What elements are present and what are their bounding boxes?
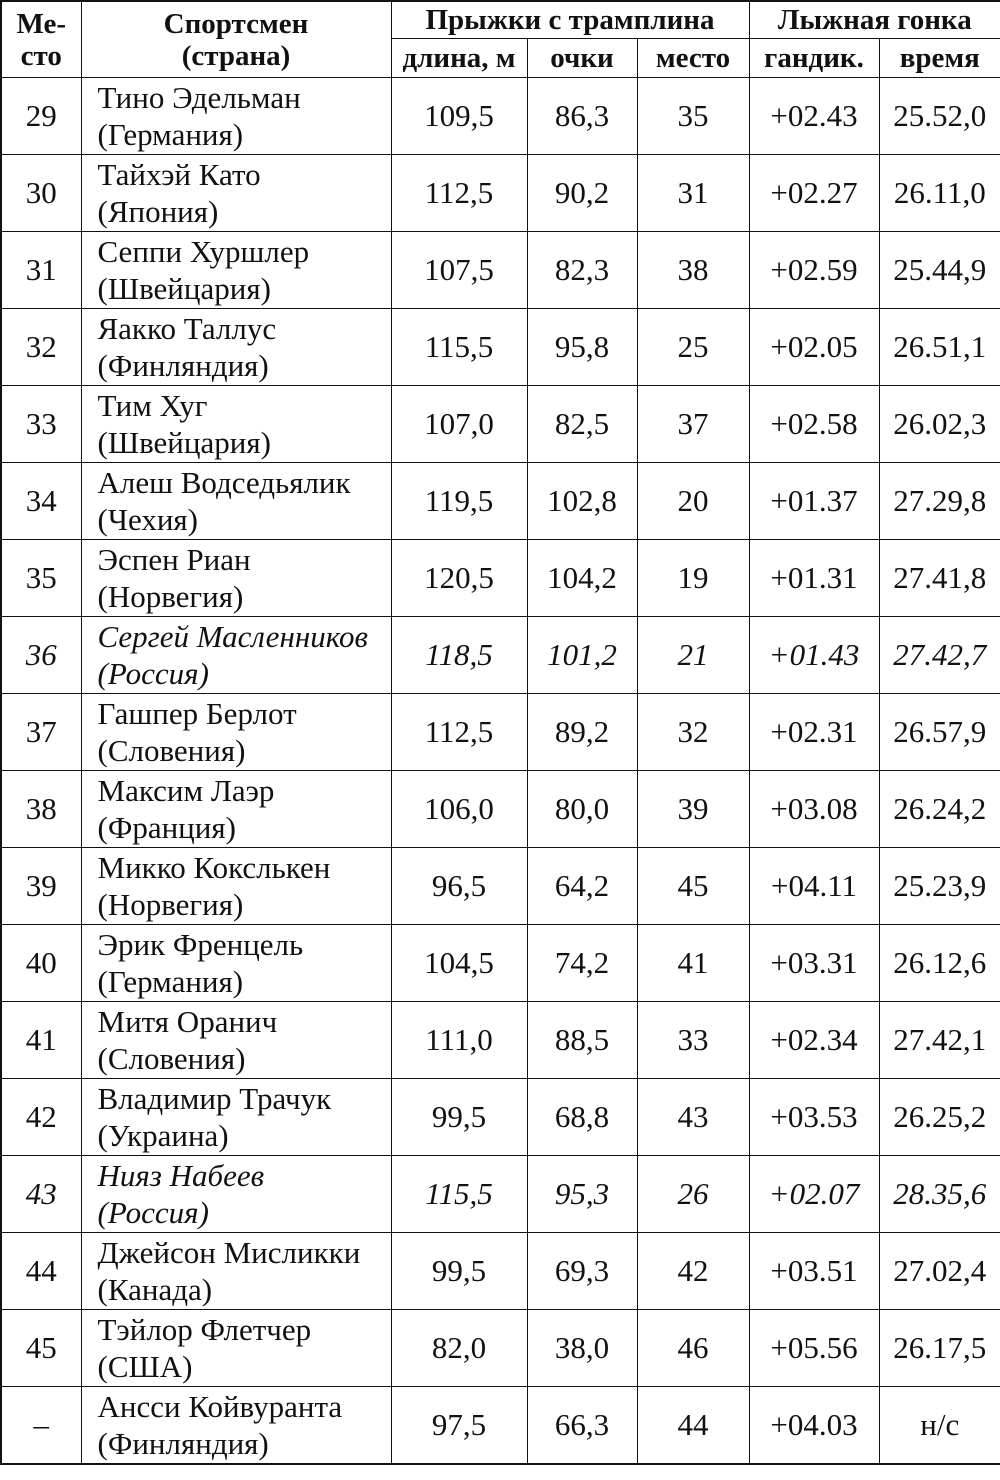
athlete-name: Нияз Набеев [97,1158,265,1193]
cell-time: 27.29,8 [879,463,1000,540]
header-athlete [81,1,391,78]
athlete-name: Тайхэй Като [97,157,261,192]
cell-place: 30 [1,155,81,232]
table-row [1,309,1000,386]
table-row [1,1387,1000,1465]
athlete-name: Микко Кокслькен [97,850,331,885]
athlete-name: Ансси Койвуранта [97,1389,343,1424]
cell-time: 26.11,0 [879,155,1000,232]
cell-place: 41 [1,1002,81,1079]
header-jump-points: очки [527,39,637,78]
cell-time: 26.25,2 [879,1079,1000,1156]
cell-time: 27.02,4 [879,1233,1000,1310]
cell-place: 45 [1,1310,81,1387]
athlete-name: Максим Лаэр [97,773,275,808]
table-row [1,1310,1000,1387]
cell-jump-length: 120,5 [391,540,527,617]
table-header [1,1,1000,78]
cell-handicap: +01.37 [749,463,879,540]
table-row [1,78,1000,155]
table-row [1,771,1000,848]
cell-place: 42 [1,1079,81,1156]
cell-time: 26.57,9 [879,694,1000,771]
athlete-country: (Германия) [97,117,244,152]
athlete-name: Эспен Риан [97,542,251,577]
table-body [1,78,1000,1465]
cell-place: 40 [1,925,81,1002]
cell-athlete [81,1079,391,1156]
table-row [1,386,1000,463]
cell-athlete [81,1310,391,1387]
table-row [1,1079,1000,1156]
cell-jump-points: 95,8 [527,309,637,386]
cell-handicap: +03.31 [749,925,879,1002]
header-jump-length: длина, м [391,39,527,78]
cell-jump-points: 90,2 [527,155,637,232]
cell-handicap: +03.08 [749,771,879,848]
cell-jump-length: 82,0 [391,1310,527,1387]
cell-place: 44 [1,1233,81,1310]
cell-handicap: +02.05 [749,309,879,386]
cell-jump-length: 104,5 [391,925,527,1002]
cell-place: 34 [1,463,81,540]
cell-jump-length: 107,5 [391,232,527,309]
cell-time: 25.52,0 [879,78,1000,155]
cell-time: 28.35,6 [879,1156,1000,1233]
cell-place: 33 [1,386,81,463]
athlete-name: Джейсон Мисликки [97,1235,361,1270]
cell-jump-place: 37 [637,386,749,463]
header-handicap: гандик. [749,39,879,78]
cell-place: 38 [1,771,81,848]
cell-jump-points: 80,0 [527,771,637,848]
athlete-name: Митя Оранич [97,1004,278,1039]
cell-jump-points: 64,2 [527,848,637,925]
athlete-name: Гашпер Берлот [97,696,297,731]
cell-place: – [1,1387,81,1465]
cell-jump-place: 46 [637,1310,749,1387]
cell-jump-place: 19 [637,540,749,617]
athlete-country: (Швейцария) [97,271,271,306]
cell-athlete [81,463,391,540]
cell-jump-length: 97,5 [391,1387,527,1465]
athlete-name: Тим Хуг [97,388,208,423]
cell-time: 26.12,6 [879,925,1000,1002]
athlete-name: Эрик Френцель [97,927,304,962]
cell-jump-length: 111,0 [391,1002,527,1079]
cell-jump-length: 109,5 [391,78,527,155]
cell-athlete [81,848,391,925]
cell-athlete [81,1156,391,1233]
cell-place: 43 [1,1156,81,1233]
cell-time: 27.42,1 [879,1002,1000,1079]
table-row [1,848,1000,925]
cell-jump-length: 99,5 [391,1079,527,1156]
cell-handicap: +04.03 [749,1387,879,1465]
cell-jump-length: 118,5 [391,617,527,694]
cell-jump-place: 20 [637,463,749,540]
cell-athlete [81,232,391,309]
cell-handicap: +02.34 [749,1002,879,1079]
cell-handicap: +05.56 [749,1310,879,1387]
header-place-line1: Ме- [16,7,67,40]
table-row [1,232,1000,309]
cell-place: 37 [1,694,81,771]
header-time: время [879,39,1000,78]
cell-jump-points: 68,8 [527,1079,637,1156]
cell-handicap: +02.58 [749,386,879,463]
cell-jump-points: 95,3 [527,1156,637,1233]
athlete-name: Владимир Трачук [97,1081,332,1116]
cell-place: 39 [1,848,81,925]
cell-jump-place: 39 [637,771,749,848]
table-row [1,925,1000,1002]
cell-jump-length: 106,0 [391,771,527,848]
header-athlete-line1: Спортсмен [163,7,309,40]
athlete-country: (Япония) [97,194,219,229]
cell-place: 32 [1,309,81,386]
athlete-country: (Финляндия) [97,1426,269,1461]
cell-athlete [81,694,391,771]
header-ski-jumping: Прыжки с трамплина [391,1,749,39]
cell-athlete [81,78,391,155]
cell-place: 29 [1,78,81,155]
table-row [1,1233,1000,1310]
cell-time: 26.02,3 [879,386,1000,463]
athlete-country: (Россия) [97,1195,209,1230]
header-place [1,1,81,78]
cell-jump-place: 21 [637,617,749,694]
cell-athlete [81,925,391,1002]
cell-jump-place: 42 [637,1233,749,1310]
cell-jump-points: 102,8 [527,463,637,540]
cell-athlete [81,540,391,617]
cell-jump-length: 96,5 [391,848,527,925]
cell-time: 27.41,8 [879,540,1000,617]
cell-jump-place: 26 [637,1156,749,1233]
athlete-country: (Франция) [97,810,236,845]
cell-jump-place: 25 [637,309,749,386]
cell-handicap: +02.59 [749,232,879,309]
cell-jump-place: 32 [637,694,749,771]
cell-jump-points: 69,3 [527,1233,637,1310]
cell-jump-length: 112,5 [391,155,527,232]
athlete-name: Тэйлор Флетчер [97,1312,312,1347]
cell-handicap: +01.31 [749,540,879,617]
athlete-country: (Германия) [97,964,244,999]
cell-place: 35 [1,540,81,617]
cell-jump-place: 35 [637,78,749,155]
cell-handicap: +03.53 [749,1079,879,1156]
athlete-name: Алеш Водседьялик [97,465,351,500]
cell-handicap: +02.07 [749,1156,879,1233]
cell-place: 31 [1,232,81,309]
cell-handicap: +03.51 [749,1233,879,1310]
header-athlete-line2: (страна) [181,39,291,72]
cell-jump-points: 89,2 [527,694,637,771]
athlete-country: (Финляндия) [97,348,269,383]
cell-handicap: +04.11 [749,848,879,925]
cell-place: 36 [1,617,81,694]
athlete-country: (Словения) [97,733,246,768]
cell-time: 26.51,1 [879,309,1000,386]
athlete-country: (Россия) [97,656,209,691]
athlete-name: Тино Эдельман [97,80,301,115]
cell-time: 25.44,9 [879,232,1000,309]
table-row [1,617,1000,694]
cell-jump-points: 82,3 [527,232,637,309]
cell-jump-points: 82,5 [527,386,637,463]
cell-jump-place: 33 [637,1002,749,1079]
cell-jump-points: 86,3 [527,78,637,155]
cell-handicap: +01.43 [749,617,879,694]
table-row [1,155,1000,232]
cell-athlete [81,155,391,232]
cell-handicap: +02.31 [749,694,879,771]
table-row [1,463,1000,540]
cell-athlete [81,386,391,463]
cell-jump-place: 43 [637,1079,749,1156]
cell-jump-length: 115,5 [391,1156,527,1233]
table-row [1,1156,1000,1233]
cell-time: 26.17,5 [879,1310,1000,1387]
table-row [1,694,1000,771]
cell-athlete [81,1002,391,1079]
athlete-name: Яакко Таллус [97,311,277,346]
cell-jump-length: 112,5 [391,694,527,771]
cell-athlete [81,617,391,694]
cell-athlete [81,309,391,386]
cell-jump-points: 66,3 [527,1387,637,1465]
cell-jump-length: 99,5 [391,1233,527,1310]
athlete-country: (Украина) [97,1118,229,1153]
header-place-line2: сто [20,39,62,72]
cell-jump-place: 41 [637,925,749,1002]
cell-time: н/с [879,1387,1000,1465]
athlete-name: Сеппи Хуршлер [97,234,310,269]
athlete-country: (Швейцария) [97,425,271,460]
cell-jump-points: 74,2 [527,925,637,1002]
cell-jump-points: 101,2 [527,617,637,694]
cell-athlete [81,771,391,848]
cell-jump-points: 38,0 [527,1310,637,1387]
cell-jump-place: 44 [637,1387,749,1465]
cell-jump-length: 119,5 [391,463,527,540]
cell-jump-place: 45 [637,848,749,925]
cell-athlete [81,1387,391,1465]
cell-jump-place: 38 [637,232,749,309]
header-jump-place: место [637,39,749,78]
cell-jump-length: 115,5 [391,309,527,386]
cell-jump-points: 104,2 [527,540,637,617]
athlete-country: (Канада) [97,1272,213,1307]
table-row [1,1002,1000,1079]
athlete-country: (США) [97,1349,193,1384]
header-cross-country: Лыжная гонка [749,1,1000,39]
athlete-name: Сергей Масленников [97,619,368,654]
athlete-country: (Словения) [97,1041,246,1076]
athlete-country: (Норвегия) [97,887,244,922]
cell-jump-length: 107,0 [391,386,527,463]
athlete-country: (Чехия) [97,502,198,537]
cell-handicap: +02.27 [749,155,879,232]
cell-handicap: +02.43 [749,78,879,155]
cell-time: 26.24,2 [879,771,1000,848]
cell-time: 27.42,7 [879,617,1000,694]
cell-jump-points: 88,5 [527,1002,637,1079]
cell-athlete [81,1233,391,1310]
cell-jump-place: 31 [637,155,749,232]
cell-time: 25.23,9 [879,848,1000,925]
athlete-country: (Норвегия) [97,579,244,614]
table-row [1,540,1000,617]
